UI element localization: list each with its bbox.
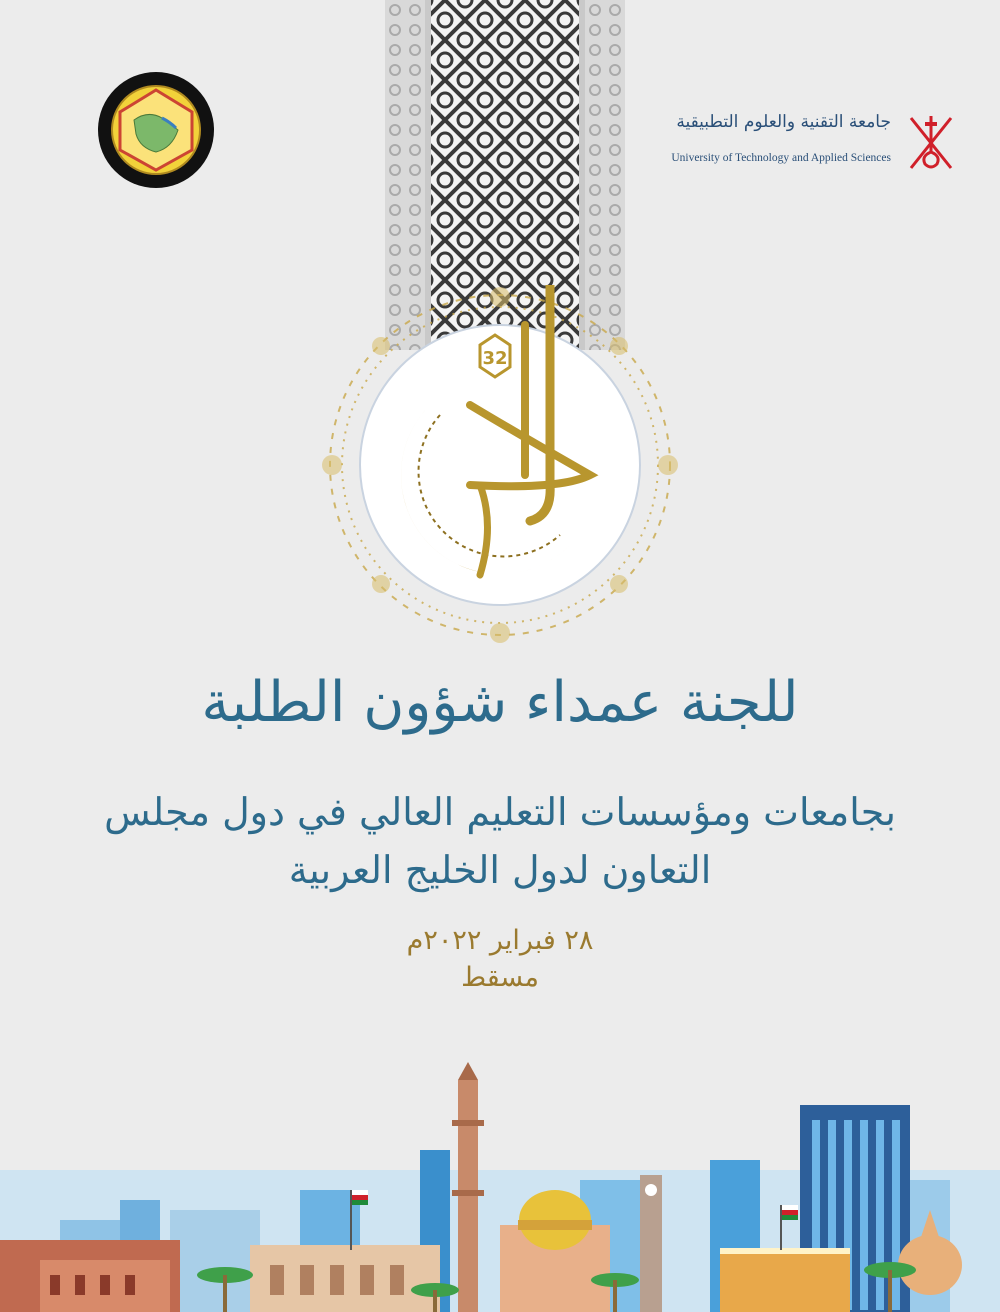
edition-number: 32	[482, 348, 508, 369]
event-date: ٢٨ فبراير ٢٠٢٢م	[406, 925, 594, 956]
oman-emblem-icon	[903, 112, 959, 174]
event-subtitle-line2: التعاون لدول الخليج العربية	[288, 848, 712, 892]
university-name-ar: جامعة التقنية والعلوم التطبيقية	[676, 112, 891, 132]
gcc-logo	[96, 70, 216, 190]
event-subtitle-line1: بجامعات ومؤسسات التعليم العالي في دول مجلس	[104, 790, 896, 834]
event-title: للجنة عمداء شؤون الطلبة	[201, 670, 799, 735]
event-medallion	[320, 285, 680, 645]
event-city: مسقط	[461, 962, 539, 993]
university-logo	[655, 112, 965, 182]
university-name-en: University of Technology and Applied Sciences	[671, 152, 891, 164]
city-skyline-illustration	[0, 1060, 1000, 1312]
